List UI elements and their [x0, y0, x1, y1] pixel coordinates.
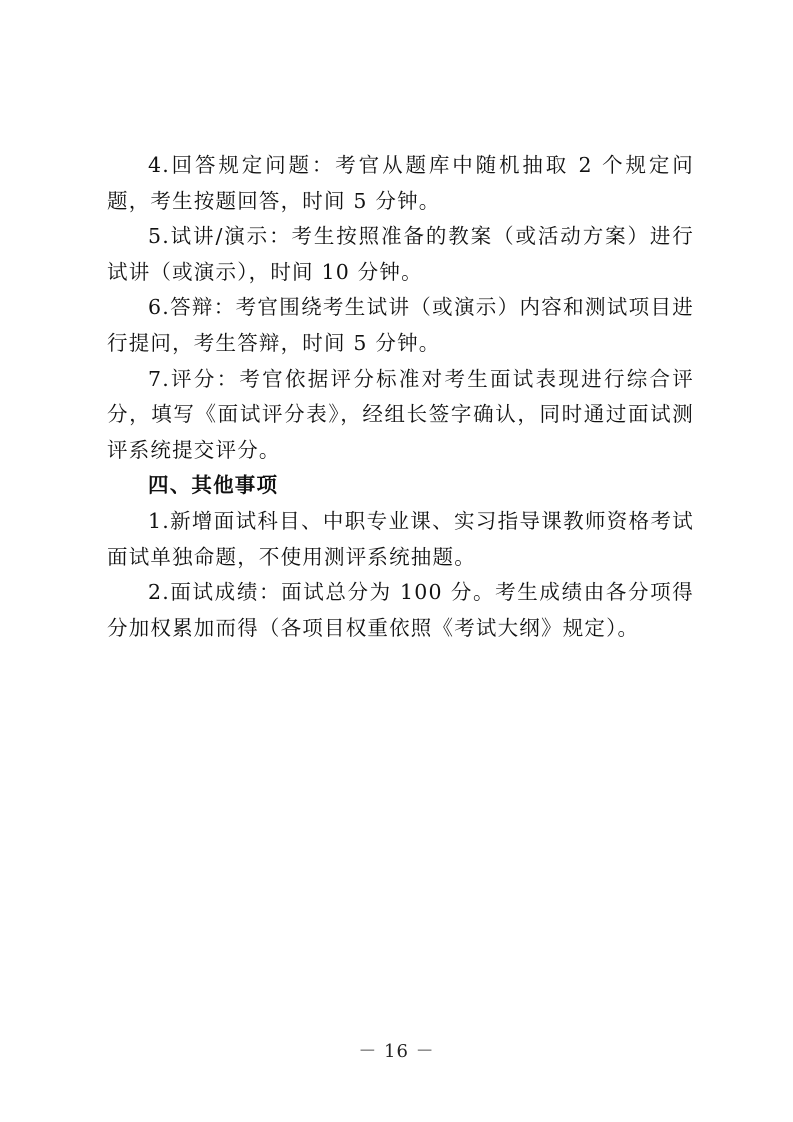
section-heading: 四、其他事项	[148, 473, 279, 498]
paragraph-new-subjects: 1.新增面试科目、中职专业课、实习指导课教师资格考试面试单独命题，不使用测评系统抽题。	[107, 508, 694, 569]
paragraph-interview-score: 2.面试成绩：面试总分为 100 分。考生成绩由各分项得分加权累加而得（各项目权重依照《考试大纲》规定）。	[107, 580, 694, 640]
paragraph-defense: 6.答辩：考官围绕考生试讲（或演示）内容和测试项目进行提问，考生答辩，时间 5 分钟。	[107, 295, 694, 355]
document-body	[107, 148, 694, 646]
page-number: － 16 －	[358, 1041, 435, 1062]
paragraph-answer-questions: 4.回答规定问题：考官从题库中随机抽取 2 个规定问题，考生按题回答，时间 5 分钟。	[107, 153, 694, 213]
paragraph-trial-lecture: 5.试讲/演示：考生按照准备的教案（或活动方案）进行试讲（或演示），时间 10 分钟。	[107, 224, 694, 284]
paragraph-scoring: 7.评分：考官依据评分标准对考生面试表现进行综合评分，填写《面试评分表》，经组长签字确认，同时通过面试测评系统提交评分。	[107, 366, 694, 462]
